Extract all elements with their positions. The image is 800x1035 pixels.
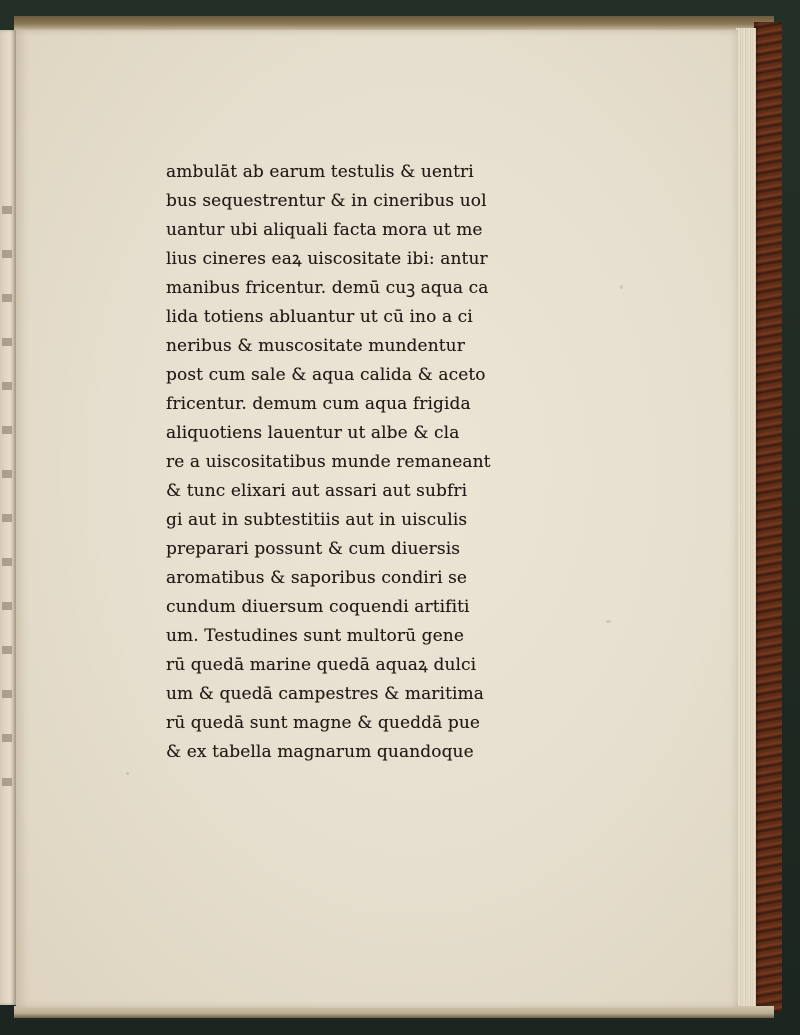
text-line: um. Testudines sunt multorū gene (166, 626, 464, 646)
text-line: lius cineres eaꝝ uiscositate ibi: antur (166, 249, 488, 269)
text-line: & tunc elixari aut assari aut subfri (166, 481, 468, 501)
text-line: & ex tabella magnarum quandoque (166, 742, 474, 762)
text-line: ambulāt ab earum testulis & uentri (166, 162, 474, 182)
text-line: aliquotiens lauentur ut albe & cla (166, 423, 460, 443)
text-line: manibus fricentur. demū cuꝫ aqua ca (166, 278, 489, 298)
paper-spot (126, 772, 129, 775)
text-line: cundum diuersum coquendi artifiti (166, 597, 470, 617)
text-line: neribus & muscositate mundentur (166, 336, 465, 356)
text-line: preparari possunt & cum diuersis (166, 539, 461, 559)
text-line: rū quedā sunt magne & queddā pue (166, 713, 481, 733)
text-line: lida totiens abluantur ut cū ino a ci (166, 307, 473, 327)
facing-page-text-marks (2, 170, 12, 810)
text-line: um & quedā campestres & maritima (166, 684, 484, 704)
text-line: gi aut in subtestitiis aut in uisculis (166, 510, 468, 530)
book-page (16, 30, 738, 1008)
paper-spot (606, 620, 611, 623)
text-line: aromatibus & saporibus condiri se (166, 568, 468, 588)
book-cover-edge (754, 22, 782, 1012)
text-line: post cum sale & aqua calida & aceto (166, 365, 486, 385)
text-line: fricentur. demum cum aqua frigida (166, 394, 471, 414)
page-stack-edges (736, 28, 756, 1013)
printed-text-block (166, 158, 546, 767)
paper-spot (620, 285, 623, 289)
text-line: uantur ubi aliquali facta mora ut me (166, 220, 483, 240)
text-line: rū quedā marine quedā aquaꝝ dulci (166, 655, 477, 675)
text-line: re a uiscositatibus munde remaneant (166, 452, 491, 472)
facing-page-edge (0, 30, 16, 1005)
text-line: bus sequestrentur & in cineribus uol (166, 191, 487, 211)
